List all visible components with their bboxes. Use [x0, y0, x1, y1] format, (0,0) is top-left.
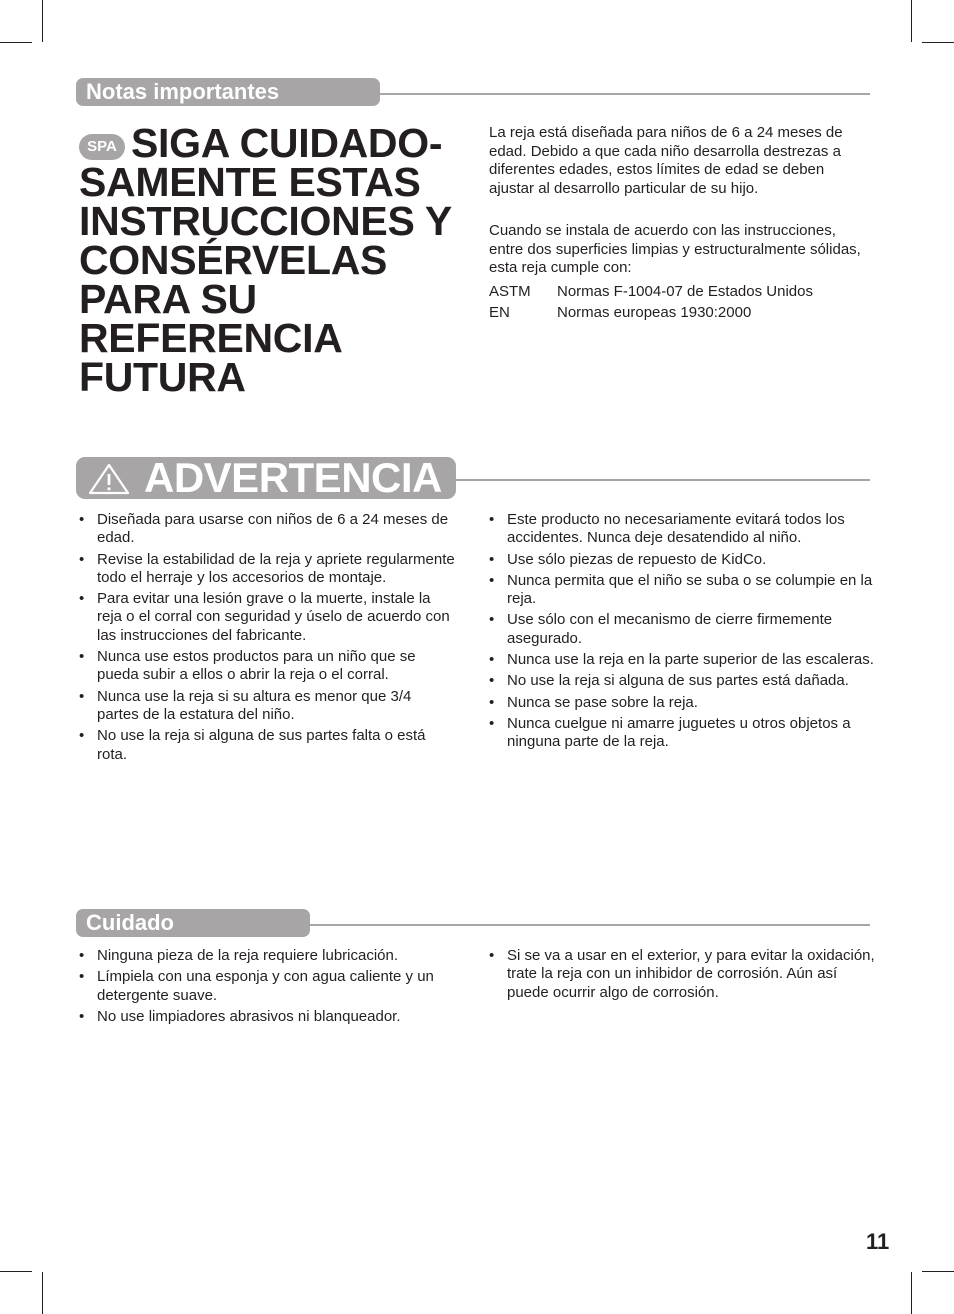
- section-rule: [310, 924, 870, 926]
- norm-text: Normas europeas 1930:2000: [557, 303, 752, 321]
- section-heading-text: Cuidado: [86, 910, 174, 935]
- page-title-text: SIGA CUIDADO-SAMENTE ESTAS INSTRUCCIONES Y CONSÉRVELAS PARA SU REFERENCIA FUTURA: [79, 120, 452, 400]
- intro-text: [489, 124, 869, 324]
- title-block: [79, 120, 469, 400]
- list-item: • Nunca permita que el niño se suba o se columpie en la reja.: [486, 572, 876, 609]
- warning-list-left: [76, 511, 456, 767]
- list-item: • Este producto no necesariamente evitará todos los accidentes. Nunca deje desatendido al niño.: [486, 511, 876, 548]
- list-item: • No use la reja si alguna de sus partes está dañada.: [486, 672, 876, 690]
- list-item: • Nunca use estos productos para un niño que se pueda subir a ellos o abrir la reja o el corral.: [76, 648, 456, 685]
- warning-heading-text: ADVERTENCIA: [144, 454, 442, 501]
- norm-text: Normas F-1004-07 de Estados Unidos: [557, 282, 813, 300]
- crop-mark: [0, 1271, 32, 1272]
- care-list-right: [486, 947, 876, 1005]
- list-item: • Diseñada para usarse con niños de 6 a 24 meses de edad.: [76, 511, 456, 548]
- norm-row: [489, 303, 869, 324]
- section-rule: [380, 93, 870, 95]
- crop-mark: [922, 42, 954, 43]
- page-title: [79, 120, 469, 400]
- norm-code: ASTM: [489, 282, 531, 300]
- list-item: • Use sólo piezas de repuesto de KidCo.: [486, 551, 876, 569]
- care-list-left: [76, 947, 456, 1029]
- list-item: • Revise la estabilidad de la reja y apriete regularmente todo el herraje y los accesorios de montaje.: [76, 551, 456, 588]
- crop-mark: [922, 1271, 954, 1272]
- list-item: • No use limpiadores abrasivos ni blanqueador.: [76, 1008, 456, 1026]
- list-item: • Ninguna pieza de la reja requiere lubricación.: [76, 947, 456, 965]
- page-number: 11: [866, 1229, 890, 1254]
- intro-paragraph: La reja está diseñada para niños de 6 a 24 meses de edad. Debido a que cada niño desarrolla destrezas a diferentes edades, estos límites de edad se deben ajustar al desarrollo particular de su hijo.: [489, 124, 843, 197]
- crop-mark: [42, 0, 43, 42]
- language-badge: SPA: [79, 134, 125, 160]
- list-item: • Para evitar una lesión grave o la muerte, instale la reja o el corral con seguridad y úselo de acuerdo con las instrucciones del fabricante.: [76, 590, 456, 645]
- list-item: • Nunca use la reja si su altura es menor que 3/4 partes de la estatura del niño.: [76, 688, 456, 725]
- warning-triangle-icon: [88, 463, 130, 495]
- section-heading-pill: [76, 78, 380, 106]
- list-item: • Nunca use la reja en la parte superior de las escaleras.: [486, 651, 876, 669]
- crop-mark: [911, 1272, 912, 1314]
- list-item: • Si se va a usar en el exterior, y para evitar la oxidación, trate la reja con un inhibidor de corrosión. Aún así puede ocurrir algo de corrosión.: [486, 947, 876, 1002]
- list-item: • Use sólo con el mecanismo de cierre firmemente asegurado.: [486, 611, 876, 648]
- list-item: • No use la reja si alguna de sus partes falta o está rota.: [76, 727, 456, 764]
- section-heading-text: Notas importantes: [86, 79, 280, 104]
- list-item: • Límpiela con una esponja y con agua caliente y un detergente suave.: [76, 968, 456, 1005]
- crop-mark: [911, 0, 912, 42]
- warning-heading-pill: [76, 454, 456, 501]
- list-item: • Nunca cuelgue ni amarre juguetes u otros objetos a ninguna parte de la reja.: [486, 715, 876, 752]
- section-rule: [456, 479, 870, 481]
- norm-row: [489, 282, 869, 303]
- warning-list-right: [486, 511, 876, 755]
- list-item: • Nunca se pase sobre la reja.: [486, 694, 876, 712]
- intro-paragraph: Cuando se instala de acuerdo con las instrucciones, entre dos superficies limpias y estructuralmente sólidas, esta reja cumple con:: [489, 222, 861, 276]
- crop-mark: [42, 1272, 43, 1314]
- section-heading-pill: [76, 909, 310, 937]
- crop-mark: [0, 42, 32, 43]
- norm-code: EN: [489, 303, 510, 321]
